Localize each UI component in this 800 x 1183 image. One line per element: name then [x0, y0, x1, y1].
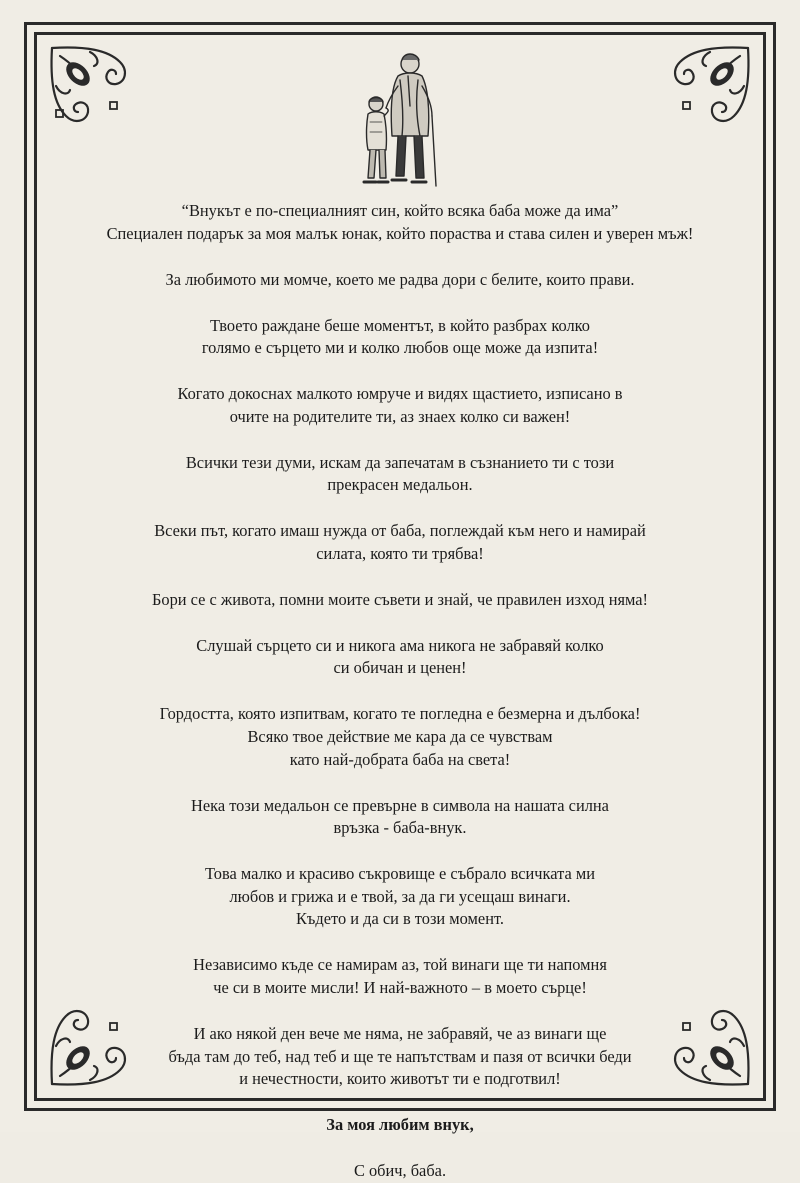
letter-body — [60, 200, 740, 1183]
paragraph-line: Нека този медальон се превърне в символа на нашата силна — [191, 795, 609, 815]
paragraph-line: Гордостта, която изпитвам, когато те погледна е безмерна и дълбока! — [159, 704, 641, 724]
grandmother-and-grandson-sketch-icon — [352, 46, 448, 196]
paragraph-line: Всяко твое действие ме кара да се чувствам — [247, 727, 553, 747]
paragraph-line: Където и да си в този момент. — [295, 909, 504, 929]
paragraph-line: Бори се с живота, помни моите съвети и знай, че правилен изход няма! — [152, 589, 648, 609]
paragraph-line: И ако някой ден вече ме няма, не забравяй, че аз винаги ще — [193, 1023, 607, 1043]
paragraph-line: силата, която ти трябва! — [316, 543, 484, 563]
paragraph-line: Когато докоснах малкото юмруче и видях щастието, изписано в — [177, 384, 623, 404]
paragraph-line: си обичан и ценен! — [333, 658, 467, 678]
paragraph-line: Всеки път, когато имаш нужда от баба, поглеждай към него и намирай — [154, 521, 646, 541]
paragraph-line: очите на родителите ти, аз знаех колко си важен! — [229, 406, 571, 426]
paragraph-line: прекрасен медальон. — [327, 475, 473, 495]
paragraph-line: бъда там до теб, над теб и ще те напътствам и пазя от всички беди — [168, 1046, 632, 1066]
paragraph-line: Това малко и красиво съкровище е събрало всичката ми — [205, 864, 595, 884]
paragraph-line: като най-добрата баба на света! — [289, 749, 511, 769]
paragraph-line: любов и грижа и е твой, за да ги усещаш винаги. — [229, 886, 571, 906]
paragraph-line: За любимото ми момче, което ме радва дори с белите, които прави. — [165, 269, 635, 289]
signature: С обич, баба. — [353, 1161, 447, 1181]
corner-flourish-icon — [46, 42, 138, 134]
paragraph-line: Слушай сърцето си и никога ама никога не забравяй колко — [196, 635, 604, 655]
paragraph-line: че си в моите мисли! И най-важното – в моето сърце! — [213, 977, 587, 997]
opening-quote: “Внукът е по-специалният син, който всяка баба може да има” — [181, 201, 619, 220]
paragraph-line: и нечестности, които животът ти е подготвил! — [239, 1069, 561, 1089]
paragraph-line: Специален подарък за моя малък юнак, който пораства и става силен и уверен мъж! — [106, 223, 694, 243]
paragraph-line: Независимо къде се намирам аз, той винаги ще ти напомня — [193, 955, 607, 975]
paragraph-line: Твоето раждане беше моментът, в който разбрах колко — [210, 315, 590, 335]
paragraph-line: Всички тези думи, искам да запечатам в съзнанието ти с този — [185, 452, 615, 472]
dedication: За моя любим внук, — [326, 1115, 474, 1135]
paragraph-line: голямо е сърцето ми и колко любов още може да изпита! — [201, 338, 599, 358]
corner-flourish-icon — [662, 42, 754, 134]
paragraph-line: връзка - баба-внук. — [333, 818, 467, 838]
